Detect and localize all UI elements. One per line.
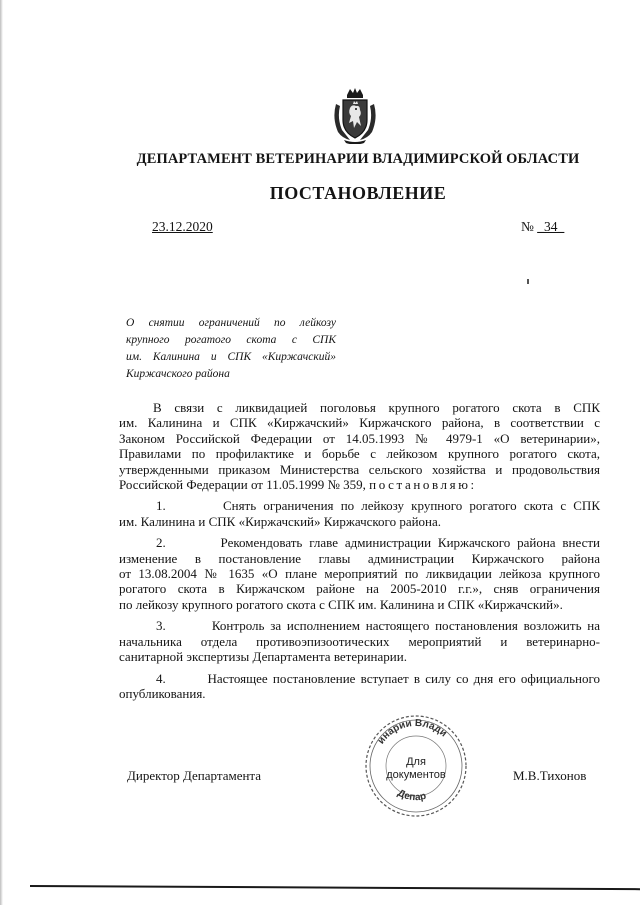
resolve-word: постановляю: bbox=[369, 477, 477, 493]
signer-name: М.В.Тихонов bbox=[513, 768, 587, 783]
stamp-center-line: документов bbox=[386, 769, 446, 781]
scan-bottom-edge-line bbox=[30, 885, 640, 890]
body-line: изменение в постановление главы администрации Киржачского района bbox=[119, 550, 600, 566]
document-date: 23.12.2020 bbox=[152, 219, 213, 234]
item-1 bbox=[119, 498, 600, 529]
body-line: по лейкозу крупного рогатого скота с СПК им. Калинина и СПК «Киржачский». bbox=[119, 596, 563, 612]
preamble-paragraph bbox=[119, 400, 600, 492]
scan-speck bbox=[527, 279, 529, 284]
stamp-center bbox=[362, 712, 470, 820]
preamble-last-text: Российской Федерации от 11.05.1999 № 359, bbox=[119, 477, 370, 493]
official-stamp bbox=[362, 712, 470, 820]
document-type-title: ПОСТАНОВЛЕНИЕ bbox=[269, 183, 447, 203]
body-line: начальника отдела противоэпизоотических мероприятий и ветеринарно- bbox=[119, 633, 600, 649]
body-line: им. Калинина и СПК «Киржачский» Киржачского района, в соответствии с bbox=[119, 415, 600, 431]
document-number bbox=[521, 219, 564, 235]
body-line: 2. Рекомендовать главе администрации Киржачского района внести bbox=[156, 535, 600, 551]
body-line: 3. Контроль за исполнением настоящего постановления возложить на bbox=[156, 618, 600, 634]
body-line: 1. Снять ограничения по лейкозу крупного рогатого скота с СПК bbox=[156, 498, 600, 514]
item-3 bbox=[119, 618, 600, 664]
body-line: рогатого скота в Киржачском районе на 2005-2010 г.г.», сняв ограничения bbox=[119, 581, 600, 597]
subject-line: О снятии ограничений по лейкозу bbox=[126, 317, 336, 329]
item-4 bbox=[119, 671, 600, 702]
body-line: В связи с ликвидацией поголовья крупного рогатого скота в СПК bbox=[153, 400, 600, 415]
body-line: опубликования. bbox=[119, 685, 206, 701]
body-line: Правилами по профилактике и борьбе с лейкозом крупного рогатого скота, bbox=[119, 446, 600, 462]
scan-edge-shadow bbox=[0, 0, 3, 905]
stamp-ring-text-top: инарии Влади bbox=[375, 717, 449, 747]
document-body bbox=[119, 400, 600, 707]
body-line bbox=[119, 477, 600, 492]
stamp-ring-text-bottom: Депар bbox=[395, 787, 428, 804]
subject-line: Киржачского района bbox=[126, 368, 230, 380]
body-line: им. Калинина и СПК «Киржачский» Киржачского района. bbox=[119, 513, 442, 529]
item-2 bbox=[119, 535, 600, 612]
subject-line: им. Калинина и СПК «Киржачский» bbox=[126, 351, 336, 363]
subject-block bbox=[126, 315, 336, 383]
number-prefix: № bbox=[521, 219, 538, 234]
body-line: санитарной экспертизы Департамента ветеринарии. bbox=[119, 649, 407, 665]
department-title: ДЕПАРТАМЕНТ ВЕТЕРИНАРИИ ВЛАДИМИРСКОЙ ОБЛАСТИ bbox=[136, 151, 580, 167]
body-line: 4. Настоящее постановление вступает в силу со дня его официального bbox=[156, 670, 600, 686]
body-line: Законом Российской Федерации от 14.05.1993 № 4979-1 «О ветеринарии», bbox=[119, 430, 600, 446]
signer-title: Директор Департамента bbox=[127, 768, 262, 783]
number-value: _34_ bbox=[537, 219, 565, 234]
stamp-center-line: Для bbox=[406, 756, 426, 768]
coat-of-arms-icon bbox=[330, 86, 380, 144]
body-line: от 13.08.2004 № 1635 «О плане мероприятий по ликвидации лейкоза крупного bbox=[119, 566, 600, 582]
subject-line: крупного рогатого скота с СПК bbox=[126, 334, 336, 346]
body-line: утвержденными приказом Министерства сельского хозяйства и продовольствия bbox=[119, 461, 600, 477]
